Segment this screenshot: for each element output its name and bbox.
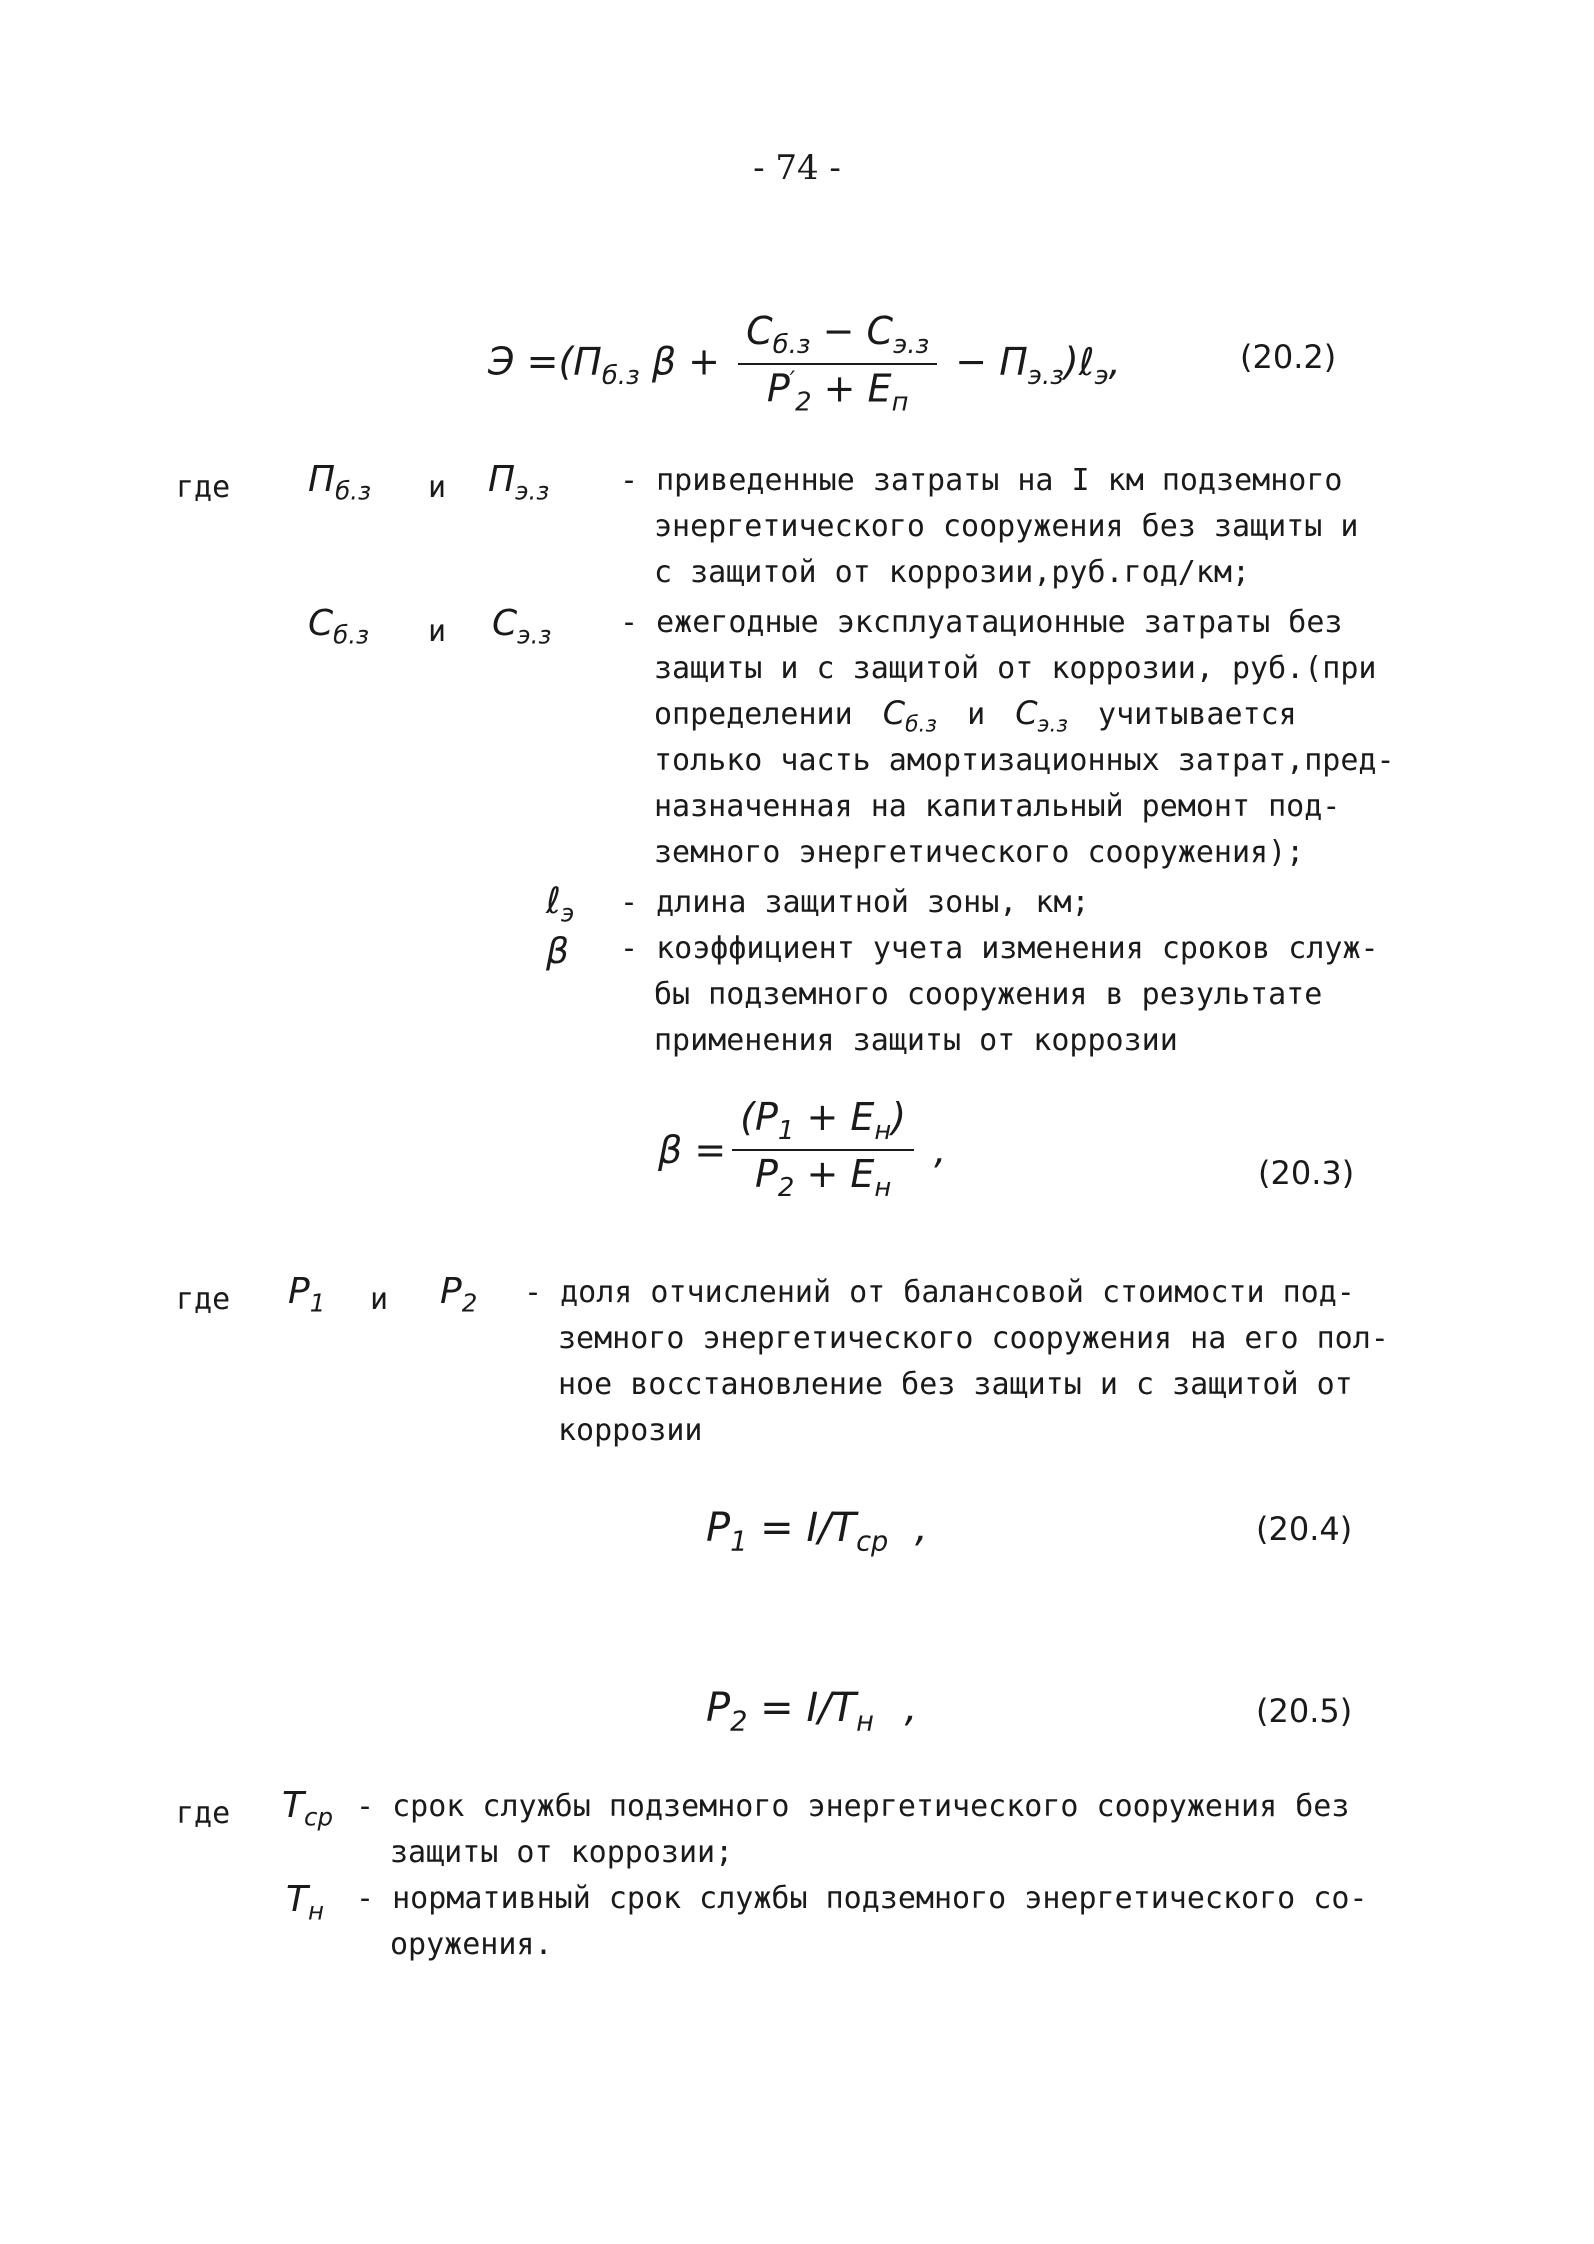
eq202-fraction [738, 309, 937, 418]
block1-l-symbol: ℓ [546, 881, 561, 922]
definition-p1-p2-line: - доля отчислений от балансовой стоимости под- [524, 1275, 1355, 1310]
symbol-p2 [440, 1271, 478, 1318]
eq202-num-cb-sub: б.з [772, 330, 811, 361]
definition-c-line: только часть амортизационных затрат,пред- [654, 743, 1395, 778]
block3-tcp-symbol: T [282, 1785, 304, 1826]
eq203-denominator [747, 1151, 899, 1202]
definition-c-line: защиты и с защитой от коррозии, руб.(при [654, 651, 1377, 686]
eq202-p-e [999, 339, 1064, 391]
eq202-lhs: Э = [488, 339, 559, 384]
definition-p1-p2-line: ное восстановление без защиты и с защитой от [558, 1367, 1353, 1402]
eq202-num-minus: − [810, 309, 867, 353]
eq205-rhs-sub: н [856, 1706, 874, 1738]
equation-number-20-3: (20.3) [1258, 1154, 1355, 1192]
inline-cb-subscript: б.з [905, 712, 937, 738]
eq202-l [1078, 339, 1109, 391]
definition-p1-p2-line: коррозии [558, 1413, 703, 1448]
eq204-lhs-sub: 1 [730, 1526, 748, 1558]
definition-beta-line: - коэффициент учета изменения сроков служ- [620, 931, 1379, 966]
inline-symbol-c-e-z [1015, 694, 1068, 738]
eq202-l-symbol: ℓ [1078, 339, 1095, 384]
symbol-p-b-z [308, 459, 371, 506]
eq202-num-ce: C [866, 309, 894, 353]
eq203-numerator [732, 1095, 914, 1151]
definition-c-text: определении [654, 697, 853, 732]
eq203-den-p-sub: 2 [777, 1172, 795, 1203]
eq203-num-e: + E [794, 1095, 875, 1139]
eq204-comma: , [915, 1505, 928, 1551]
eq205-lhs-sub: 2 [730, 1706, 748, 1738]
definition-beta [620, 926, 1379, 1064]
block3-tn-symbol: T [286, 1879, 308, 1920]
block2-p1-symbol: P [288, 1271, 310, 1312]
block3-tcp-subscript: ср [304, 1802, 333, 1832]
eq202-beta: β + [651, 339, 720, 384]
eq202-den-p: P [766, 366, 790, 411]
block1-pb-symbol: П [308, 459, 336, 500]
equation-number-20-4: (20.4) [1256, 1510, 1353, 1548]
inline-ce-symbol: C [1015, 694, 1038, 732]
eq202-open-paren: ( [558, 339, 574, 384]
eq202-num-cb: C [746, 309, 773, 353]
block3-tn-subscript: н [308, 1896, 324, 1926]
eq202-p-b [573, 339, 640, 391]
definition-t-cp-line: защиты от коррозии; [390, 1835, 734, 1870]
eq203-den-p: P [755, 1151, 778, 1196]
inline-ce-subscript: э.з [1037, 712, 1068, 738]
eq203-fraction [732, 1095, 914, 1203]
eq203-lhs: β = [658, 1127, 727, 1172]
eq202-den-e-sub: п [891, 387, 909, 418]
block1-l-subscript: э [560, 898, 575, 928]
eq204-lhs: P [706, 1505, 731, 1551]
definition-t-cp [356, 1784, 1349, 1876]
eq203-den-e-sub: н [874, 1172, 892, 1203]
definition-t-n [356, 1876, 1367, 1968]
eq203-num-e-sub: н [874, 1116, 892, 1147]
definition-c-line: земного энергетического сооружения); [654, 835, 1305, 870]
definition-beta-line: бы подземного сооружения в результате [654, 977, 1323, 1012]
equation-20-3 [658, 1095, 947, 1203]
eq202-p-e-subscript: э.з [1027, 360, 1064, 391]
equation-20-4 [706, 1505, 928, 1558]
equation-number-20-2: (20.2) [1240, 338, 1337, 376]
eq203-num-p: (P [740, 1095, 778, 1139]
where-label-2: где [176, 1282, 231, 1317]
and-label-1: и [428, 470, 447, 505]
symbol-c-b-z [308, 603, 370, 650]
symbol-t-cp [282, 1785, 333, 1832]
eq202-l-subscript: э [1094, 360, 1109, 391]
inline-symbol-c-b-z [882, 694, 937, 738]
eq204-rhs: = I/T [747, 1505, 857, 1551]
equation-20-2 [488, 309, 1121, 418]
eq203-comma: , [934, 1127, 947, 1172]
eq202-p-b-subscript: б.з [601, 360, 640, 391]
definition-c-line: назначенная на капитальный ремонт под- [654, 789, 1341, 824]
block1-ce-symbol: C [492, 603, 518, 644]
symbol-t-n [286, 1879, 324, 1926]
eq202-close-paren: ) [1063, 339, 1079, 384]
eq202-den-p-sub: 2 [795, 387, 812, 418]
definition-beta-line: применения защиты от коррозии [654, 1023, 1178, 1058]
symbol-l-e [546, 881, 575, 928]
inline-cb-symbol: C [882, 694, 906, 732]
definition-c [620, 600, 1395, 876]
definition-p [620, 458, 1358, 596]
block1-ce-subscript: э.з [517, 620, 552, 650]
block1-pe-symbol: П [488, 459, 516, 500]
block1-pe-subscript: э.з [515, 476, 550, 506]
eq205-lhs: P [706, 1685, 731, 1731]
definition-p-line: энергетического сооружения без защиты и [654, 509, 1359, 544]
definition-c-line [620, 692, 1395, 738]
definition-p1-p2-line: земного энергетического сооружения на его пол- [558, 1321, 1389, 1356]
definition-c-and: и [967, 697, 986, 732]
definition-p-line: - приведенные затраты на I км подземного [620, 463, 1343, 498]
eq205-rhs: = I/T [747, 1685, 857, 1731]
definition-c-text: учитывается [1098, 697, 1297, 732]
block2-p2-subscript: 2 [461, 1288, 478, 1318]
eq203-den-e: + E [794, 1151, 875, 1196]
block1-pb-subscript: б.з [335, 476, 371, 506]
definition-l: - длина защитной зоны, км; [620, 885, 1090, 920]
eq204-rhs-sub: ср [856, 1526, 889, 1558]
and-label-3: и [370, 1282, 389, 1317]
eq202-p-e-symbol: П [999, 339, 1028, 384]
definition-c-line: - ежегодные эксплуатационные затраты без [620, 605, 1343, 640]
eq202-comma: , [1108, 339, 1121, 384]
eq205-comma: , [904, 1685, 918, 1731]
eq202-minus: − [955, 339, 1000, 384]
definition-p1-p2 [524, 1270, 1389, 1454]
symbol-p1 [288, 1271, 326, 1318]
definition-t-n-line: оружения. [390, 1927, 553, 1962]
eq203-num-close: ) [891, 1095, 907, 1139]
equation-20-5 [706, 1685, 918, 1738]
definition-t-cp-line: - срок службы подземного энергетического сооружения без [356, 1789, 1350, 1824]
eq202-denominator [759, 365, 917, 417]
eq202-numerator [738, 309, 937, 365]
block2-p2-symbol: P [440, 1271, 462, 1312]
definition-t-n-line: - нормативный срок службы подземного энергетического со- [356, 1881, 1368, 1916]
block2-p1-subscript: 1 [309, 1288, 326, 1318]
page-number: - 74 - [753, 148, 841, 188]
eq202-den-p-prime: ′ [789, 365, 796, 394]
eq202-den-e: + E [811, 366, 892, 411]
eq202-num-ce-sub: э.з [893, 330, 930, 361]
block1-cb-subscript: б.з [333, 620, 370, 650]
eq202-p-b-symbol: П [573, 339, 602, 384]
eq203-num-p-sub: 1 [777, 1116, 795, 1147]
and-label-2: и [428, 614, 447, 649]
where-label-1: где [176, 470, 231, 505]
block1-cb-symbol: C [308, 603, 334, 644]
where-label-3: где [176, 1796, 231, 1831]
symbol-beta: β [546, 931, 569, 972]
equation-number-20-5: (20.5) [1256, 1692, 1353, 1730]
symbol-c-e-z [492, 603, 552, 650]
symbol-p-e-z [488, 459, 550, 506]
definition-p-line: с защитой от коррозии,руб.год/км; [654, 555, 1251, 590]
